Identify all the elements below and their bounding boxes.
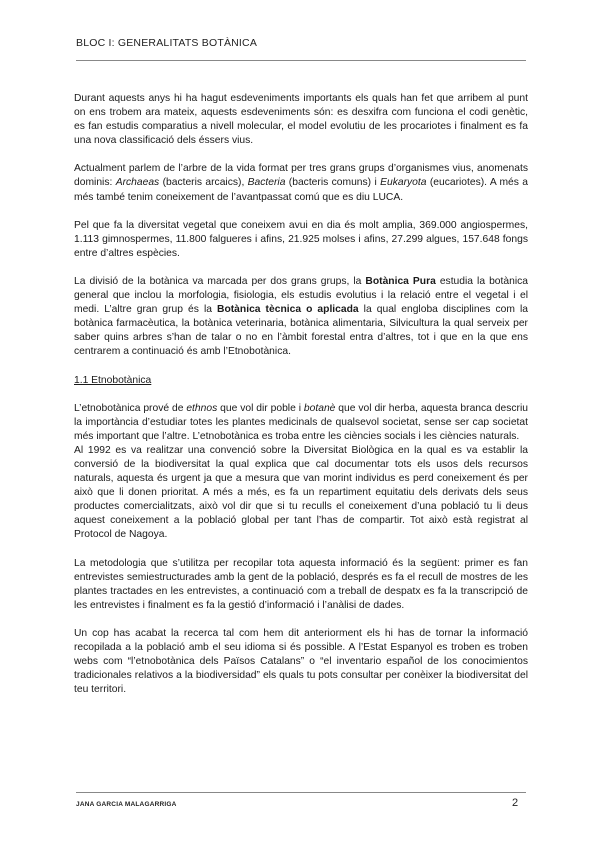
paragraph-tree-of-life: [74, 162, 528, 204]
header-divider: [76, 60, 526, 61]
term-botane: botanè: [303, 402, 336, 414]
term-ethnos: ethnos: [186, 402, 218, 414]
text-segment: (eucariotes). A més a més també tenim coneixement de l’avantpassat comú que es diu LUCA.: [74, 177, 528, 203]
paragraph-events: Durant aquests anys hi ha hagut esdeveniments importants els quals han fet que arribem al punt on ens trobem ara mateix, aquests esdeveniments són: es desxifra com funciona el codi genètic, es fan estudis comparatius a nivell molecular, el model evolutiu de les procariotes i finalment es fa una nova classificació dels éssers vius.: [74, 93, 528, 147]
term-eukaryota: Eukaryota: [380, 177, 427, 189]
page-body: [74, 92, 528, 697]
header-title: BLOC I: GENERALITATS BOTÀNICA: [76, 37, 258, 49]
paragraph-plant-diversity: Pel que fa la diversitat vegetal que coneixem avui en dia és molt amplia, 369.000 angiospermes, 1.113 gimnospermes, 11.800 falgueres i afins, 21.925 molses i afins, 27.299 algues, 157.648 fongs entre d’altres espècies.: [74, 219, 528, 259]
footer-divider: [76, 792, 526, 793]
text-segment: (bacteris arcaics),: [159, 177, 248, 189]
text-segment: L’etnobotànica prové de: [74, 402, 187, 414]
page-number: 2: [512, 797, 519, 809]
text-segment: que vol dir herba, aquesta branca descriu la importància d’estudiar totes les plantes medicinals de qualsevol societat, sense ser cap societat més important que l’altre. L’etnobotànica es troba entre les ciències socials i les ciències naturals.: [74, 402, 528, 442]
text-segment: estudia la botànica general que inclou la morfologia, fisiologia, els estudis evolutius i la relació entre el vegetal i el medi. L’altre gran grup és la: [74, 275, 528, 316]
paragraph-methodology: La metodologia que s’utilitza per recopilar tota aquesta informació és la següent: primer es fan entrevistes semiestructurades amb la gent de la població, després es fa el recull de mostres de les plantes tractades en les entrevistes, a continuació com a treball de despatx es fa la transcripció de les entrevistes i finalment es fa la gestió d’informació i l’anàlisi de dades.: [74, 557, 528, 611]
term-archaeas: Archaeas: [115, 177, 160, 189]
term-bacteria: Bacteria: [247, 177, 286, 189]
text-segment: la qual engloba disciplines com la botànica farmacèutica, la botànica veterinaria, botànica alimentaria, Silvicultura la qual serveix per saber quins arbres s’han de talar o no en l’àmbit forestal entra d’altres, tot i que en la que ens centrarem a continuació és amb l’Etnobotànica.: [74, 304, 528, 358]
paragraph-biodiversity-convention: Al 1992 es va realitzar una convenció sobre la Diversitat Biològica en la qual es va establir la conversió de la biodiversitat la qual explica que cal documentar tots els usos dels recursos naturals, aquesta és urgent ja que a mesura que van morint individus es perd coneixement és per això que li donen prioritat. A més a més, es fa un repartiment equitatiu dels derivats dels seus productes comercialitzats, això vol dir que si tu reculls el coneixement d’una població tu li deus aquest coneixement a la població global per tant l’has de compartir. Tot això està registrat al Protocol de Nagoya.: [74, 444, 528, 541]
paragraph-return-information: Un cop has acabat la recerca tal com hem dit anteriorment els hi has de tornar la informació recopilada a la població amb el seu idioma si és possible. A l’Estat Espanyol es troben es troben webs com “l’etnobotànica dels Països Catalans” o “el inventario español de los conocimientos tradicionales relativos a la biodiversidad” els quals tu pots consultar per conèixer la biodiversitat del teu territori.: [74, 627, 528, 696]
term-botanica-aplicada: Botànica tècnica o aplicada: [217, 304, 359, 316]
section-title-etnobotanica: 1.1 Etnobotànica: [74, 374, 152, 386]
text-segment: que vol dir poble i: [217, 402, 304, 414]
text-segment: Actualment parlem de l’arbre de la vida format per tres grans grups d’organismes vius, anomenats dominis:: [74, 163, 528, 189]
term-botanica-pura: Botànica Pura: [365, 275, 436, 287]
footer-author: JANA GARCIA MALAGARRIGA: [76, 801, 177, 808]
text-segment: (bacteris comuns) i: [285, 177, 381, 189]
text-segment: La divisió de la botànica va marcada per dos grans grups, la: [74, 275, 366, 287]
paragraph-botany-division: [74, 275, 528, 360]
paragraph-etnobotanica-definition: [74, 402, 528, 444]
